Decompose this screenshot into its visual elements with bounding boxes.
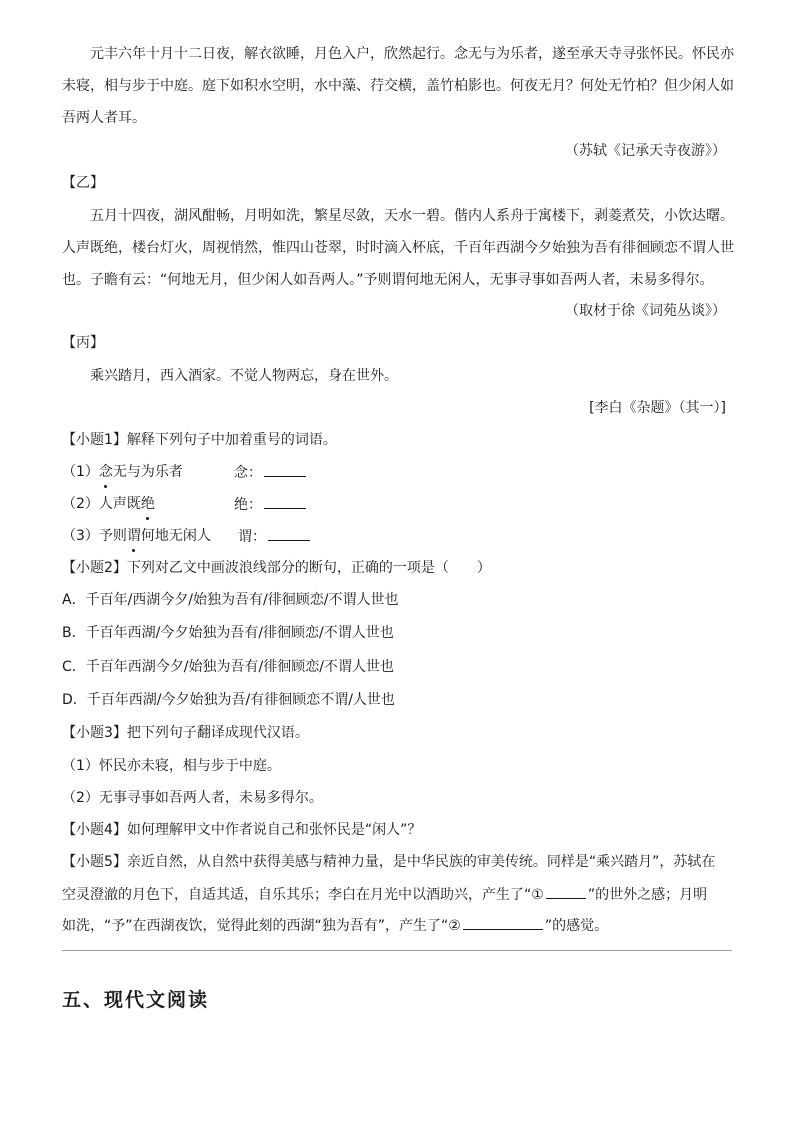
- question-5-text-d: ”的感觉。: [544, 918, 609, 934]
- answer-key: 念：: [234, 465, 262, 481]
- section-divider: [62, 950, 732, 951]
- question-2-option-c[interactable]: C．千百年西湖今夕/始独为吾有/徘徊顾恋/不谓人世也: [62, 659, 394, 675]
- yi-source: （取材于徐《词苑丛谈》）: [565, 303, 726, 319]
- item-number: （2）: [62, 496, 99, 512]
- answer-blank[interactable]: [264, 462, 306, 477]
- item-number: （3）: [62, 528, 99, 544]
- question-2-option-a[interactable]: A．千百年/西湖今夕/始独为吾有/徘徊顾恋/不谓人世也: [62, 592, 399, 608]
- jia-source: （苏轼《记承天寺夜游》）: [565, 143, 726, 159]
- emphasized-word: 谓: [126, 528, 141, 544]
- item-pre: 人声既: [98, 496, 141, 512]
- question-2-title: 【小题2】下列对乙文中画波浪线部分的断句，正确的一项是（ ）: [62, 560, 491, 576]
- question-4-title: 【小题4】如何理解甲文中作者说自己和张怀民是“闲人”？: [62, 822, 422, 838]
- question-1-item-1: [62, 462, 183, 482]
- jia-paragraph-line-1: 元丰六年十月十二日夜，解衣欲睡，月色入户，欣然起行。念无与为乐者，遂至承天寺寻张怀民。怀民亦: [90, 46, 734, 62]
- question-5-text-a: 空灵澄澈的月色下，自适其适，自乐其乐；李白在月光中以酒助兴，产生了“①: [62, 887, 544, 903]
- bing-source: [李白《杂题》（其一）]: [589, 400, 726, 416]
- item-number: （1）: [62, 464, 99, 480]
- answer-blank-1[interactable]: [546, 884, 586, 899]
- question-3-item-1: （1）怀民亦未寝，相与步于中庭。: [62, 758, 281, 774]
- question-5-line-1: 【小题5】亲近自然，从自然中获得美感与精神力量，是中华民族的审美传统。同样是“乘兴踏月”，苏轼在: [62, 854, 716, 870]
- question-1-item-3: [62, 526, 211, 546]
- question-3-item-2: （2）无事寻事如吾两人者，未易多得尔。: [62, 790, 323, 806]
- question-1-answer-3: [238, 526, 312, 547]
- question-2-option-b[interactable]: B．千百年西湖/今夕始独为吾有/徘徊顾恋/不谓人世也: [62, 625, 394, 641]
- section-title: 五、现代文阅读: [62, 989, 210, 1011]
- question-1-title: 【小题1】解释下列句子中加着重号的词语。: [62, 432, 337, 448]
- jia-paragraph-line-2: 未寝，相与步于中庭。庭下如积水空明，水中藻、荇交横，盖竹柏影也。何夜无月？何处无竹柏？但少闲人如: [62, 78, 734, 94]
- question-1-item-2: [62, 494, 155, 514]
- yi-label: 【乙】: [62, 175, 104, 191]
- bing-label: 【丙】: [62, 335, 104, 351]
- question-5-text-c: 如洗，“予”在西湖夜饮，觉得此刻的西湖“独为吾有”，产生了“②: [62, 918, 461, 934]
- question-3-title: 【小题3】把下列句子翻译成现代汉语。: [62, 725, 309, 741]
- answer-key: 谓：: [238, 529, 266, 545]
- jia-paragraph-line-3: 吾两人者耳。: [62, 110, 146, 126]
- question-5-line-2: [62, 884, 707, 905]
- answer-blank-2[interactable]: [463, 915, 543, 930]
- item-pre: 予则: [98, 528, 127, 544]
- question-1-answer-1: [234, 462, 308, 483]
- item-post: 何地无闲人: [140, 528, 211, 544]
- answer-key: 绝：: [234, 497, 262, 513]
- emphasized-word: 念: [98, 464, 113, 480]
- question-1-answer-2: [234, 494, 308, 515]
- answer-blank[interactable]: [268, 526, 310, 541]
- bing-paragraph: 乘兴踏月，西入酒家。不觉人物两忘，身在世外。: [90, 368, 398, 384]
- answer-blank[interactable]: [264, 494, 306, 509]
- yi-paragraph-line-3: 也。子瞻有云：“何地无月，但少闲人如吾两人。”予则谓何地无闲人，无事寻事如吾两人者，未易多得尔。: [62, 272, 714, 288]
- item-post: 无与为乐者: [112, 464, 183, 480]
- yi-paragraph-line-1: 五月十四夜，湖风酣畅，月明如洗，繁星尽敛，天水一碧。偕内人系舟于寓楼下，剥菱煮芡，小饮达曙。: [90, 208, 734, 224]
- question-5-line-3: [62, 915, 608, 936]
- question-5-text-b: ”的世外之感；月明: [587, 887, 708, 903]
- emphasized-word: 绝: [140, 496, 155, 512]
- question-2-option-d[interactable]: D．千百年西湖/今夕始独为吾/有徘徊顾恋不谓/人世也: [62, 692, 395, 708]
- yi-paragraph-line-2: 人声既绝，楼台灯火，周视悄然，惟四山苍翠，时时滴入杯底，千百年西湖今夕始独为吾有徘徊顾恋不谓人世: [62, 240, 734, 256]
